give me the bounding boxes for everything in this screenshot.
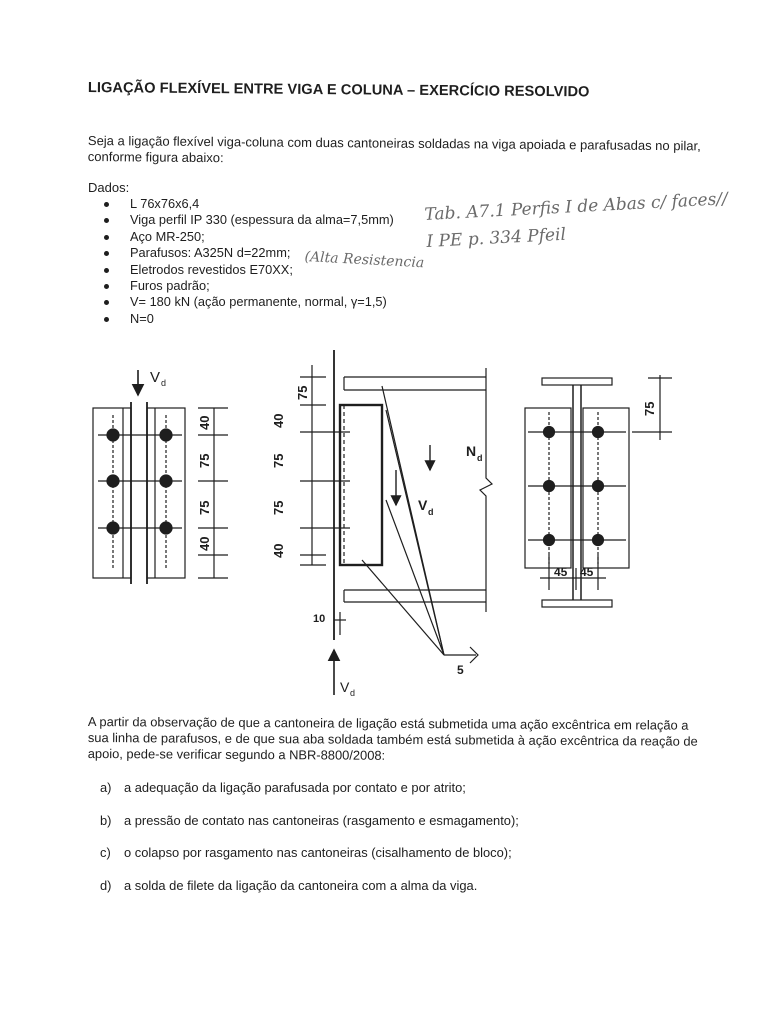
question-letter: a) (100, 780, 112, 795)
dados-item: Eletrodos revestidos E70XX; (100, 262, 394, 278)
mid-axial-sub: d (477, 453, 483, 463)
mid-dim-75a: 75 (271, 453, 286, 468)
question-letter: b) (100, 812, 112, 828)
dados-item: N=0 (100, 311, 394, 327)
question-item (100, 878, 519, 911)
left-load-sub: d (161, 378, 167, 388)
body-paragraph: A partir da observação de que a cantoneira de ligação está submetida uma ação excêntrica em relação a sua linha de parafusos, e de que sua aba soldada também está submetida à ação excêntrica da reação de apoio, pede-se verificar segundo a NBR-8800/2008: (87, 714, 698, 763)
question-letter: c) (100, 845, 111, 860)
question-text: a pressão de contato nas cantoneiras (rasgamento e esmagamento); (124, 812, 519, 828)
right-bottom-dim-1: 45 (554, 565, 568, 579)
left-dim-4: 40 (197, 536, 212, 551)
right-top-dim: 75 (642, 401, 657, 416)
intro-paragraph: Seja a ligação flexível viga-coluna com duas cantoneiras soldadas na viga apoiada e parafusadas no pilar, conforme figura abaixo: (87, 133, 701, 166)
question-text: a solda de filete da ligação da cantoneira com a alma da viga. (124, 877, 478, 893)
mid-bottom-load-label: V (340, 679, 350, 695)
connection-figure (0, 350, 768, 710)
dados-item: Aço MR-250; (100, 229, 394, 245)
mid-dim-75b: 75 (271, 500, 286, 515)
mid-dim-40a: 40 (271, 413, 286, 428)
question-item (100, 780, 519, 813)
mid-dim-40b: 40 (271, 543, 286, 558)
question-letter: d) (100, 877, 112, 893)
weld-size-label: 5 (457, 663, 464, 677)
dados-label: Dados: (88, 180, 130, 195)
question-item (100, 845, 519, 878)
mid-axial-label: N (466, 443, 477, 459)
right-bottom-dim-2: 45 (580, 565, 594, 579)
question-item (100, 813, 519, 846)
handwritten-note-3: (Alta Resistencia (304, 249, 425, 272)
middle-view (300, 350, 492, 695)
handwritten-note-2: I PE p. 334 Pfeil (426, 224, 567, 252)
left-load-label: V (150, 369, 161, 386)
dados-item: Parafusos: A325N d=22mm; (100, 245, 394, 261)
mid-bottom-load-sub: d (350, 688, 356, 698)
dados-item: L 76x76x6,4 (100, 196, 394, 212)
question-text: o colapso por rasgamento nas cantoneiras (cisalhamento de bloco); (124, 845, 512, 860)
mid-gap-dim: 10 (313, 613, 326, 625)
left-dim-3: 75 (197, 500, 212, 515)
question-text: a adequação da ligação parafusada por contato e por atrito; (124, 780, 466, 795)
mid-dim-top: 75 (295, 385, 310, 400)
dados-item: Furos padrão; (100, 278, 394, 294)
document-title: LIGAÇÃO FLEXÍVEL ENTRE VIGA E COLUNA – EXERCÍCIO RESOLVIDO (87, 80, 590, 101)
dados-item: V= 180 kN (ação permanente, normal, γ=1,5) (100, 294, 394, 310)
question-list (100, 780, 519, 910)
left-dim-1: 40 (197, 415, 212, 430)
dados-item: Viga perfil IP 330 (espessura da alma=7,5mm) (100, 212, 394, 228)
left-dim-2: 75 (197, 453, 212, 468)
handwritten-note-1: Tab. A7.1 Perfis I de Abas c/ faces// (424, 189, 729, 225)
mid-shear-sub: d (428, 507, 434, 517)
mid-shear-label: V (418, 497, 428, 513)
